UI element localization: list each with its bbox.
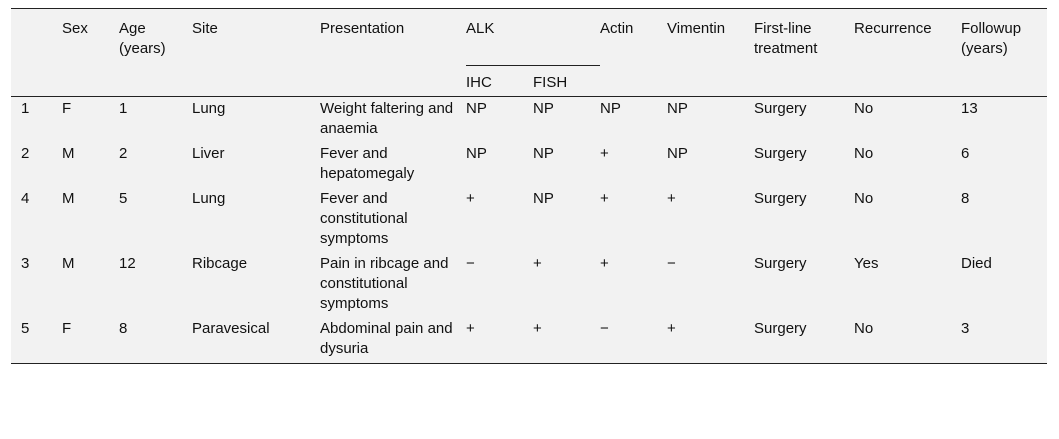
cell-followup: 3 bbox=[961, 320, 970, 337]
cell-presentation: Weight faltering and anaemia bbox=[320, 100, 454, 137]
header-presentation: Presentation bbox=[320, 9, 466, 97]
cell-age: 1 bbox=[119, 100, 128, 117]
cell-ihc: + bbox=[466, 190, 475, 207]
cell-treatment: Surgery bbox=[754, 320, 807, 337]
cell-vimentin: + bbox=[667, 190, 676, 207]
header-sex: Sex bbox=[62, 9, 119, 97]
header-alk: ALK bbox=[466, 9, 600, 66]
table-row bbox=[11, 97, 1047, 143]
patient-table bbox=[11, 8, 1047, 364]
table-header bbox=[11, 9, 1047, 97]
cell-followup: Died bbox=[961, 255, 992, 272]
cell-recurrence: Yes bbox=[854, 255, 879, 272]
cell-site: Lung bbox=[192, 190, 226, 207]
cell-sex: M bbox=[62, 145, 75, 162]
cell-actin: NP bbox=[600, 100, 621, 117]
table-body bbox=[11, 97, 1047, 364]
cell-ihc: − bbox=[466, 255, 475, 272]
cell-vimentin: NP bbox=[667, 100, 688, 117]
header-followup: Followup (years) bbox=[961, 9, 1047, 97]
cell-ihc: NP bbox=[466, 100, 487, 117]
clinical-data-table bbox=[11, 9, 1047, 363]
cell-site: Liver bbox=[192, 145, 225, 162]
cell-site: Ribcage bbox=[192, 255, 248, 272]
header-age: Age (years) bbox=[119, 9, 192, 97]
cell-followup: 6 bbox=[961, 145, 970, 162]
cell-ihc: NP bbox=[466, 145, 487, 162]
cell-recurrence: No bbox=[854, 320, 874, 337]
cell-fish: NP bbox=[533, 190, 554, 207]
cell-actin: + bbox=[600, 255, 609, 272]
table-row bbox=[11, 252, 1047, 317]
cell-recurrence: No bbox=[854, 190, 874, 207]
cell-vimentin: NP bbox=[667, 145, 688, 162]
cell-treatment: Surgery bbox=[754, 255, 807, 272]
cell-sex: M bbox=[62, 255, 75, 272]
cell-presentation: Fever and constitutional symptoms bbox=[320, 190, 408, 247]
cell-id: 1 bbox=[21, 100, 30, 117]
cell-fish: NP bbox=[533, 145, 554, 162]
cell-presentation: Pain in ribcage and constitutional symptoms bbox=[320, 255, 449, 312]
cell-id: 2 bbox=[21, 145, 30, 162]
cell-sex: F bbox=[62, 100, 72, 117]
header-recurrence: Recurrence bbox=[854, 9, 961, 97]
cell-followup: 8 bbox=[961, 190, 970, 207]
cell-site: Lung bbox=[192, 100, 226, 117]
header-site: Site bbox=[192, 9, 320, 97]
table-row bbox=[11, 317, 1047, 363]
cell-actin: − bbox=[600, 320, 609, 337]
cell-treatment: Surgery bbox=[754, 100, 807, 117]
header-fish: FISH bbox=[533, 66, 600, 97]
cell-vimentin: − bbox=[667, 255, 676, 272]
cell-id: 4 bbox=[21, 190, 30, 207]
cell-age: 2 bbox=[119, 145, 128, 162]
table-row bbox=[11, 142, 1047, 187]
header-id bbox=[11, 9, 62, 97]
header-actin: Actin bbox=[600, 9, 667, 97]
cell-treatment: Surgery bbox=[754, 145, 807, 162]
cell-presentation: Abdominal pain and dysuria bbox=[320, 320, 453, 357]
cell-recurrence: No bbox=[854, 145, 874, 162]
header-ihc: IHC bbox=[466, 66, 533, 97]
cell-fish: + bbox=[533, 255, 542, 272]
cell-fish: + bbox=[533, 320, 542, 337]
cell-recurrence: No bbox=[854, 100, 874, 117]
cell-age: 12 bbox=[119, 255, 136, 272]
cell-actin: + bbox=[600, 190, 609, 207]
cell-sex: M bbox=[62, 190, 75, 207]
cell-followup: 13 bbox=[961, 100, 978, 117]
cell-site: Paravesical bbox=[192, 320, 270, 337]
header-treatment: First-line treatment bbox=[754, 9, 854, 97]
cell-vimentin: + bbox=[667, 320, 676, 337]
cell-treatment: Surgery bbox=[754, 190, 807, 207]
cell-ihc: + bbox=[466, 320, 475, 337]
cell-actin: + bbox=[600, 145, 609, 162]
cell-fish: NP bbox=[533, 100, 554, 117]
cell-id: 5 bbox=[21, 320, 30, 337]
cell-age: 8 bbox=[119, 320, 128, 337]
cell-age: 5 bbox=[119, 190, 128, 207]
cell-sex: F bbox=[62, 320, 72, 337]
header-vimentin: Vimentin bbox=[667, 9, 754, 97]
table-row bbox=[11, 187, 1047, 252]
cell-id: 3 bbox=[21, 255, 30, 272]
cell-presentation: Fever and hepatomegaly bbox=[320, 145, 415, 182]
